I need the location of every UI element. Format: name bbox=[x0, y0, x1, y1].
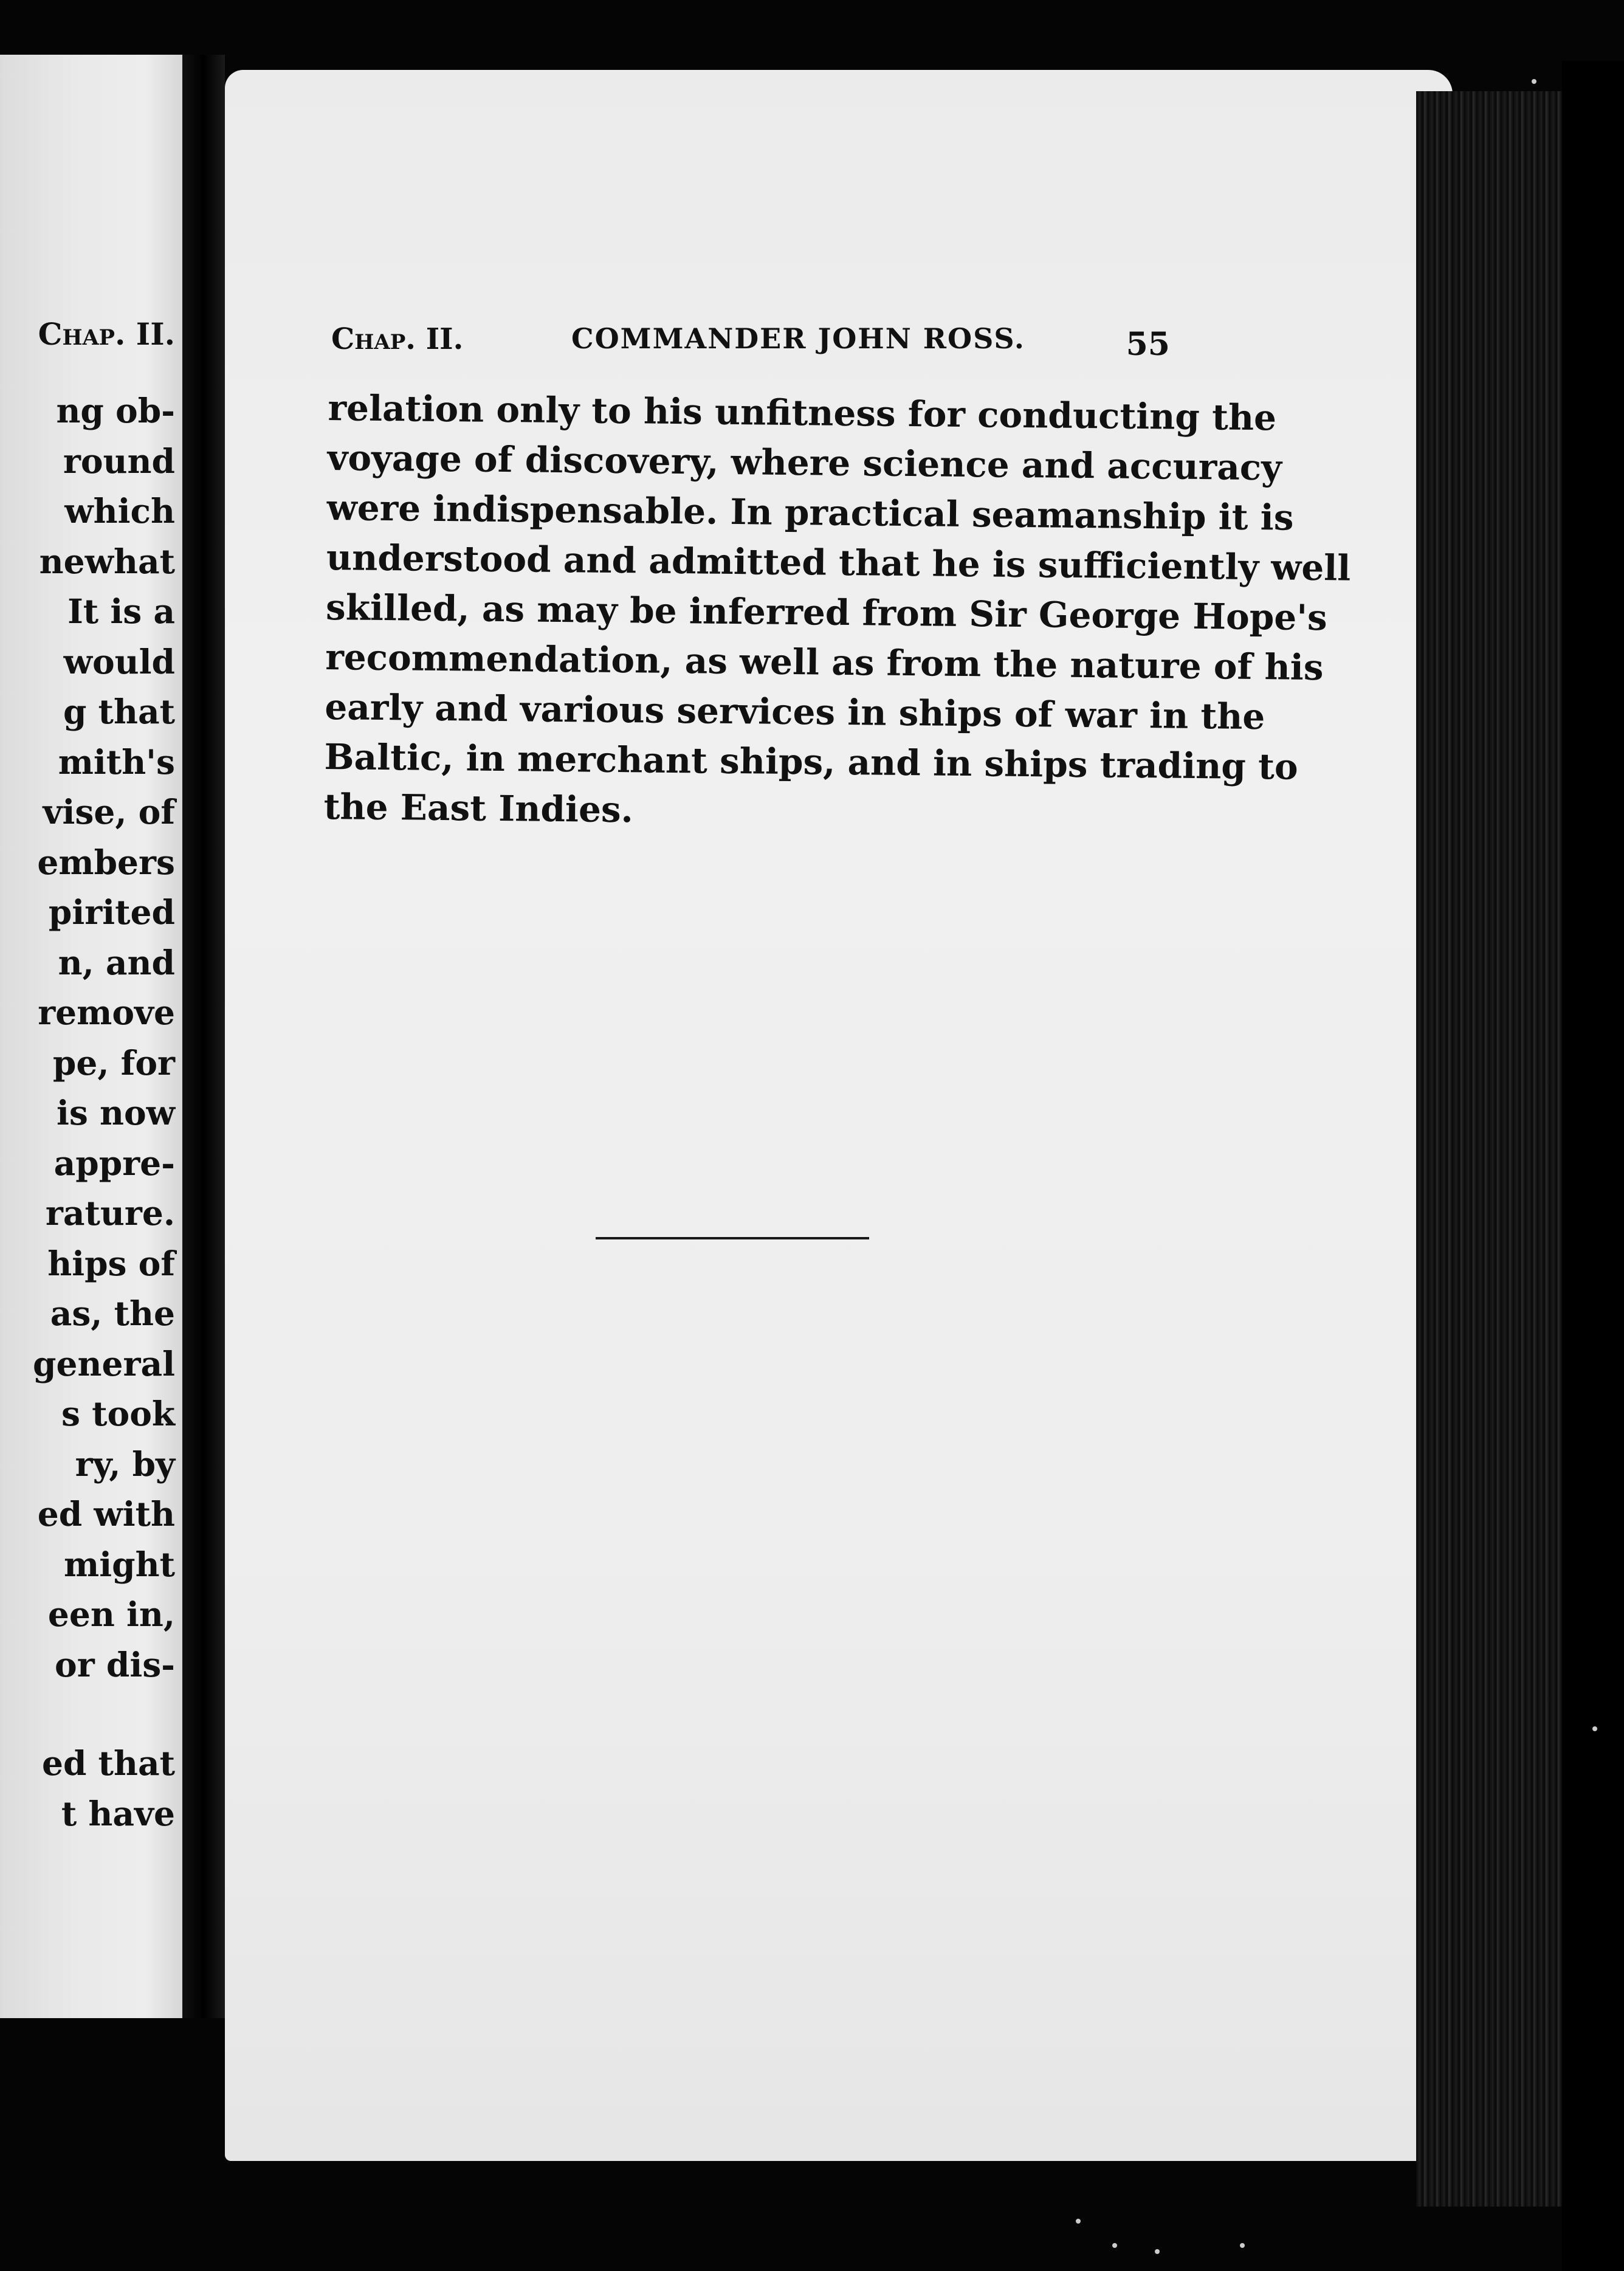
section-divider-rule bbox=[596, 1237, 869, 1239]
text-line: g that bbox=[63, 692, 175, 731]
text-line: as, the bbox=[50, 1294, 175, 1333]
text-line: were indispensable. In practical seamanship it is bbox=[326, 486, 1294, 539]
page-number: 55 bbox=[1126, 326, 1170, 363]
text-line: een in, bbox=[47, 1594, 175, 1634]
text-line: might bbox=[64, 1544, 175, 1584]
text-line: n, and bbox=[58, 942, 175, 982]
speck bbox=[1076, 2219, 1081, 2224]
text-line: recommendation, as well as from the nature of his bbox=[325, 636, 1324, 689]
text-line: mith's bbox=[58, 742, 175, 782]
text-line: pe, for bbox=[52, 1042, 175, 1083]
text-line: round bbox=[63, 441, 175, 481]
text-line: vise, of bbox=[43, 792, 175, 832]
text-line: which bbox=[64, 491, 175, 531]
speck bbox=[1592, 1726, 1597, 1731]
text-line: newhat bbox=[39, 541, 175, 581]
text-line: s took bbox=[61, 1394, 175, 1433]
text-line: rature. bbox=[45, 1193, 175, 1233]
page-edges bbox=[1416, 91, 1562, 2207]
chapter-label: Chap. II. bbox=[331, 322, 464, 356]
book-gutter bbox=[182, 55, 225, 2018]
text-line: Baltic, in merchant ships, and in ships trading to bbox=[324, 736, 1298, 788]
text-line: t have bbox=[61, 1793, 175, 1833]
running-title: COMMANDER JOHN ROSS. bbox=[571, 322, 1025, 355]
text-line: the East Indies. bbox=[323, 785, 634, 831]
text-line: embers bbox=[37, 842, 175, 882]
speck bbox=[1155, 2249, 1160, 2254]
text-line: relation only to his unfitness for conducting the bbox=[328, 387, 1277, 439]
text-line: hips of bbox=[47, 1243, 175, 1283]
text-line: remove bbox=[38, 993, 175, 1032]
left-facing-page bbox=[0, 55, 182, 2018]
text-line: skilled, as may be inferred from Sir George Hope's bbox=[325, 586, 1328, 639]
text-line: It is a bbox=[67, 591, 175, 631]
text-line: or dis- bbox=[55, 1644, 175, 1684]
text-line: ed that bbox=[41, 1743, 175, 1783]
text-line: ng ob- bbox=[56, 391, 175, 430]
text-line: ed with bbox=[37, 1494, 175, 1534]
body-paragraph bbox=[323, 383, 1351, 840]
text-line: voyage of discovery, where science and accuracy bbox=[327, 436, 1282, 489]
scan-background bbox=[1562, 61, 1624, 2271]
text-line: ry, by bbox=[75, 1444, 175, 1484]
text-line: pirited bbox=[48, 892, 175, 932]
speck bbox=[1532, 79, 1536, 84]
text-line: appre- bbox=[53, 1143, 175, 1183]
text-line: is now bbox=[56, 1093, 175, 1132]
text-line: would bbox=[63, 641, 175, 681]
left-page-text bbox=[33, 386, 175, 1839]
left-page-running-head: Chap. II. bbox=[38, 316, 175, 352]
text-line: general bbox=[33, 1343, 175, 1384]
running-head bbox=[331, 322, 1170, 365]
text-line: understood and admitted that he is sufficiently well bbox=[326, 536, 1351, 589]
text-line: early and various services in ships of war in the bbox=[325, 686, 1265, 738]
speck bbox=[1240, 2243, 1245, 2248]
speck bbox=[1112, 2243, 1117, 2248]
